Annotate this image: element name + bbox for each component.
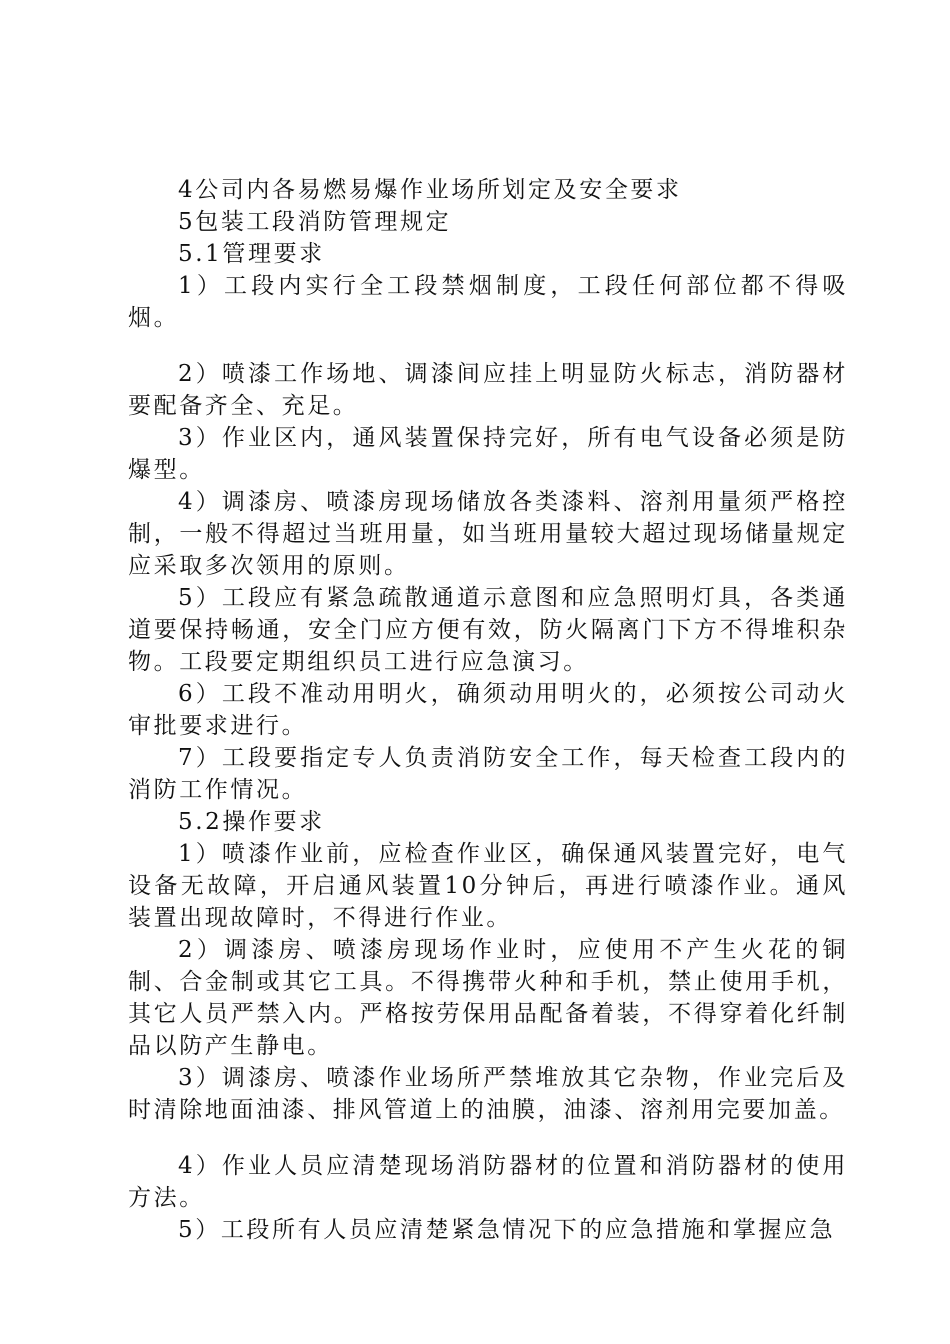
paragraph-item: 5）工段应有紧急疏散通道示意图和应急照明灯具，各类通道要保持畅通，安全门应方便有效，防火隔离门下方不得堆积杂物。工段要定期组织员工进行应急演习。: [128, 585, 848, 675]
section-heading-4: 4公司内各易燃易爆作业场所划定及安全要求: [178, 177, 682, 203]
document-body: [128, 174, 848, 1246]
paragraph-item: 2）喷漆工作场地、调漆间应挂上明显防火标志，消防器材要配备齐全、充足。: [128, 361, 848, 419]
paragraph-item: 5）工段所有人员应清楚紧急情况下的应急措施和掌握应急: [178, 1217, 836, 1243]
paragraph-item: 6）工段不准动用明火，确须动用明火的，必须按公司动火审批要求进行。: [128, 681, 848, 739]
paragraph-item: 3）调漆房、喷漆作业场所严禁堆放其它杂物，作业完后及时清除地面油漆、排风管道上的油膜，油漆、溶剂用完要加盖。: [128, 1065, 848, 1123]
paragraph-item: 2）调漆房、喷漆房现场作业时，应使用不产生火花的铜制、合金制或其它工具。不得携带火种和手机，禁止使用手机，其它人员严禁入内。严格按劳保用品配备着装，不得穿着化纤制品以防产生静电。: [128, 937, 848, 1059]
paragraph-item: 1）工段内实行全工段禁烟制度，工段任何部位都不得吸烟。: [128, 273, 848, 331]
paragraph-item: 1）喷漆作业前，应检查作业区，确保通风装置完好，电气设备无故障，开启通风装置10分钟后，再进行喷漆作业。通风装置出现故障时，不得进行作业。: [128, 841, 848, 931]
paragraph-item: 7）工段要指定专人负责消防安全工作，每天检查工段内的消防工作情况。: [128, 745, 848, 803]
section-heading-5: 5包装工段消防管理规定: [178, 209, 452, 235]
subsection-heading-5-1: 5.1管理要求: [178, 241, 325, 267]
paragraph-item: 4）调漆房、喷漆房现场储放各类漆料、溶剂用量须严格控制，一般不得超过当班用量，如当班用量较大超过现场储量规定应采取多次领用的原则。: [128, 489, 848, 579]
subsection-heading-5-2: 5.2操作要求: [178, 809, 325, 835]
paragraph-item: 3）作业区内，通风装置保持完好，所有电气设备必须是防爆型。: [128, 425, 848, 483]
paragraph-item: 4）作业人员应清楚现场消防器材的位置和消防器材的使用方法。: [128, 1153, 848, 1211]
